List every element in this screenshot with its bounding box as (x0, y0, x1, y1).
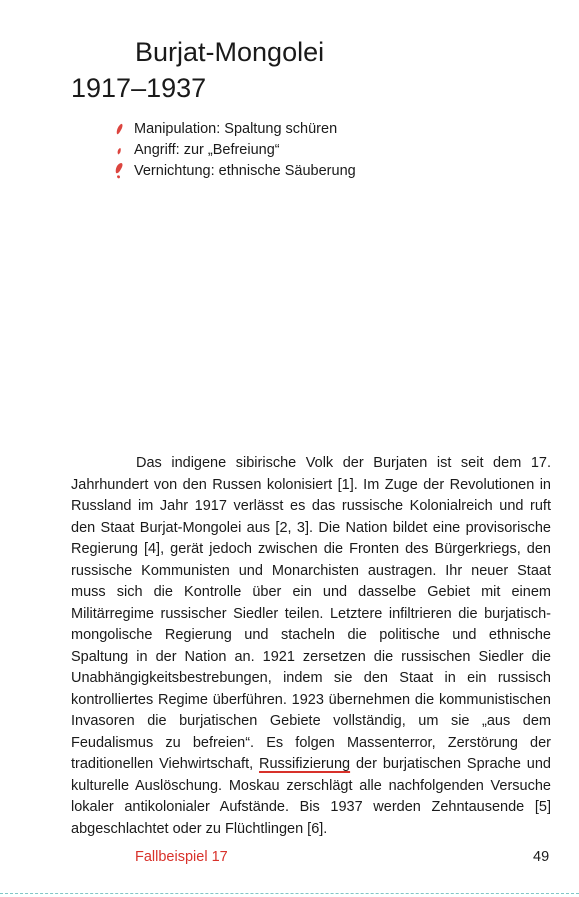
legend-item-manipulation (108, 118, 356, 139)
footer-case-label: Fallbeispiel 17 (135, 849, 228, 865)
page-edge-divider (0, 893, 579, 894)
legend-item-angriff (108, 139, 356, 160)
red-exclamation-icon (108, 162, 130, 180)
legend-label-manipulation: Manipulation: Spaltung schüren (134, 120, 338, 137)
body-paragraph (71, 453, 551, 840)
page-title: Burjat-Mongolei (135, 37, 325, 67)
body-text (71, 453, 551, 840)
legend-label-angriff: Angriff: zur „Befreiung“ (134, 141, 280, 158)
highlighted-term: Russifizierung (259, 756, 351, 772)
page-subtitle-years: 1917–1937 (71, 73, 207, 103)
legend-item-vernichtung (108, 160, 356, 181)
legend-list (108, 118, 356, 181)
red-dot-icon (108, 141, 130, 159)
page-number: 49 (533, 849, 550, 865)
red-drop-icon (108, 120, 130, 138)
legend-label-vernichtung: Vernichtung: ethnische Säuberung (134, 162, 356, 179)
body-text-part-2: der burjatischen Sprache und kulturelle Auslöschung. Moskau zerschlägt alle nachfolgenden Versuche lokaler antikolonialer Aufstände. Bis 1937 werden Zehntausende [5] abgeschlachtet oder zu Flüchtlingen [6]. (71, 756, 551, 837)
body-text-part-1: Das indigene sibirische Volk der Burjaten ist seit dem 17. Jahrhundert von den Russen kolonisiert [1]. Im Zuge der Revolutionen in Russland im Jahr 1917 verlässt es das russische Kolonialreich und ruft den Staat Burjat-Mongolei aus [2, 3]. Die Nation bildet eine provisorische Regierung [4], gerät jedoch zwischen die Fronten des Bürgerkriegs, den russische Kommunisten und Monarchisten austragen. Ihr neuer Staat muss sich die Kontrolle über ein und dasselbe Gebiet mit einem Militärregime russischer Siedler teilen. Letztere infiltrieren die burjatisch-mongolische Regierung und stacheln die politische und ethnische Spaltung in der Nation an. 1921 zersetzen die russischen Siedler die Unabhängigkeitsbestrebungen, indem sie den Staat in ein russisch kontrolliertes Regime überführen. 1923 übernehmen die kommunistischen Invasoren die burjatischen Gebiete vollständig, um sie „aus dem Feudalismus zu befreien“. Es folgen Massenterror, Zerstörung der traditionellen Viehwirtschaft, (71, 455, 551, 772)
